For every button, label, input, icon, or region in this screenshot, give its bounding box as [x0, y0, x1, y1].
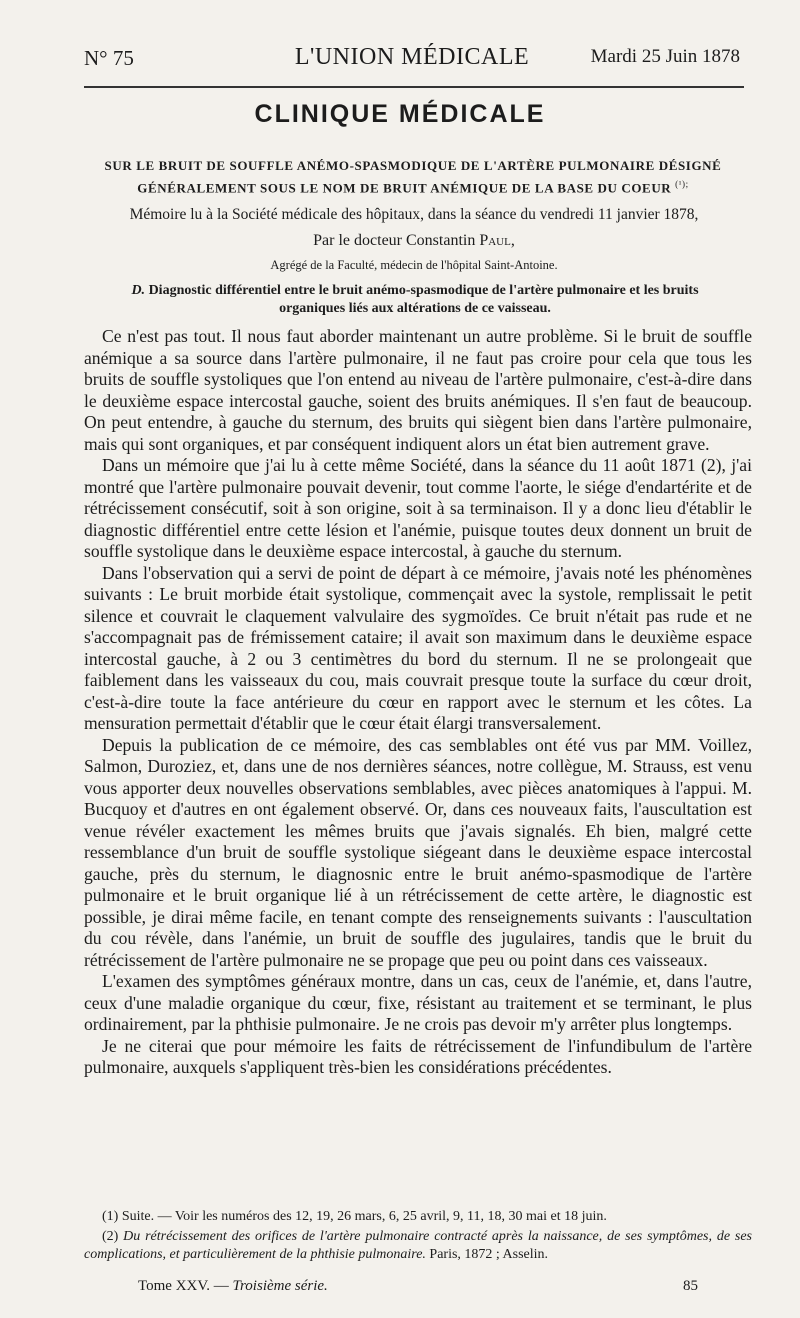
author-name: Paul, — [479, 232, 515, 249]
issue-date: Mardi 25 Juin 1878 — [590, 46, 740, 67]
footnote-2-title: Du rétrécissement des orifices de l'artère pulmonaire contracté après la naissance, de ses symptômes, de ses complications, et particulièrement de la phthisie pulmonaire. — [84, 1229, 752, 1262]
footnote-1: (1) Suite. — Voir les numéros des 12, 19, 26 mars, 6, 25 avril, 9, 11, 18, 30 mai et 18 juin. — [102, 1209, 607, 1224]
header-rule — [84, 86, 744, 88]
volume-line — [138, 1278, 328, 1295]
author-line — [80, 232, 748, 250]
paragraph: Dans l'observation qui a servi de point de départ à ce mémoire, j'avais noté les phénomènes suivants : Le bruit morbide était systolique, commençait avec la systole, remplissait le petit silence et couvrait le claquement valvulaire des sygmoïdes. Ce bruit n'était pas rude et ne s'accompagnait pas de frémissement cataire; il avait son maximum dans le deuxième espace intercostal gauche, à 2 ou 3 centimètres du bord du sternum. Il ne se prolongeait que faiblement dans les vaisseaux du cou, mais couvrait presque toute la surface du cœur droit, c'est-à-dire toute la face antérieure du cœur en rapport avec le sternum et les côtes. La mensuration permettait d'établir que le cœur était élargi transversalement. — [84, 562, 752, 733]
subsection-marker: D. — [131, 283, 146, 298]
paragraph: Dans un mémoire que j'ai lu à cette même Société, dans la séance du 11 août 1871 (2), j'ai montré que l'artère pulmonaire pouvait devenir, tout comme l'aorte, le siége d'endartérite et de rétrécissement consécutif, soit à son origine, soit à sa terminaison. Il y a donc lieu d'établir le diagnostic différentiel entre cette lésion et l'anémie, puisque toutes deux donnent un bruit de souffle systolique dans le deuxième espace intercostal, à gauche du sternum. — [84, 455, 752, 561]
paragraph: Ce n'est pas tout. Il nous faut aborder maintenant un autre problème. Si le bruit de souffle anémique a sa source dans l'artère pulmonaire, il ne faut pas croire pour cela que tous les bruits de souffle systoliques que l'on entend au niveau de l'artère pulmonaire, c'est-à-dire dans le deuxième espace intercostal gauche, soient des bruits anémiques. Il s'en faut de beaucoup. On peut entendre, à gauche du sternum, des bruits qui siègent bien dans l'artère pulmonaire, mais qui sont organiques, et par conséquent indiquent alors un état bien autrement grave. — [84, 326, 752, 454]
journal-title: L'UNION MÉDICALE — [294, 44, 530, 70]
subsection-heading — [100, 282, 730, 318]
footnote-2-number: (2) — [102, 1229, 124, 1244]
author-affiliation: Agrégé de la Faculté, médecin de l'hôpital Saint-Antoine. — [270, 258, 558, 272]
article-title-note: (¹); — [675, 179, 689, 189]
page-number: 85 — [683, 1278, 698, 1294]
running-head — [84, 42, 740, 78]
section-title: CLINIQUE MÉDICALE — [254, 100, 546, 128]
author-prefix: Par le docteur Constantin — [313, 232, 480, 249]
issue-number: N° 75 — [84, 46, 134, 70]
footnotes — [84, 1208, 752, 1266]
footnote-2-publisher: Paris, 1872 ; Asselin. — [425, 1247, 549, 1262]
memoire-line: Mémoire lu à la Société médicale des hôpitaux, dans la séance du vendredi 11 janvier 1878, — [129, 206, 699, 223]
subsection-text: Diagnostic différentiel entre le bruit anémo-spasmodique de l'artère pulmonaire et les bruits organiques liés aux altérations de ce vaisseau. — [148, 283, 699, 316]
volume-tome: Tome XXV. — — [138, 1278, 233, 1294]
article-body — [84, 326, 752, 1079]
paragraph: Je ne citerai que pour mémoire les faits de rétrécissement de l'infundibulum de l'artère pulmonaire, auxquels s'appliquent très-bien les considérations précédentes. — [84, 1035, 752, 1077]
footnote-2 — [84, 1228, 752, 1264]
article-title — [78, 156, 748, 197]
paragraph: Depuis la publication de ce mémoire, des cas semblables ont été vus par MM. Voillez, Salmon, Duroziez, et, dans une de nos dernières séances, notre collègue, M. Strauss, est venu vous apporter deux nouvelles observations semblables, avec pièces anatomiques à l'appui. M. Bucquoy et d'autres en ont également observé. Or, dans ces nouveaux faits, l'auscultation est venue révéler exactement les mêmes bruits que j'avais signalés. Eh bien, malgré cette ressemblance d'un bruit de souffle systolique siégeant dans le deuxième espace intercostal gauche, près du sternum, le diagnosnic entre le bruit anémo-spasmodique de l'artère pulmonaire et le bruit organique lié à un rétrécissement de cette artère, le diagnostic est possible, je dirai même facile, en tenant compte des renseignements suivants : l'auscultation du cou révèle, dans l'anémie, un bruit de souffle des jugulaires, tandis que le bruit du rétrécissement de l'artère pulmonaire ne se propage que peu ou point dans ces vaisseaux. — [84, 734, 752, 970]
article-title-text: SUR LE BRUIT DE SOUFFLE ANÉMO-SPASMODIQUE DE L'ARTÈRE PULMONAIRE DÉSIGNÉ GÉNÉRALEMENT SOUS LE NOM DE BRUIT ANÉMIQUE DE LA BASE DU COEUR — [104, 158, 722, 196]
volume-series: Troisième série. — [232, 1278, 328, 1294]
paragraph: L'examen des symptômes généraux montre, dans un cas, ceux de l'anémie, et, dans l'autre, ceux d'une maladie organique du cœur, fixe, résistant au traitement et se terminant, le plus ordinairement, par la phthisie pulmonaire. Je ne crois pas devoir m'y arrêter plus longtemps. — [84, 971, 752, 1034]
